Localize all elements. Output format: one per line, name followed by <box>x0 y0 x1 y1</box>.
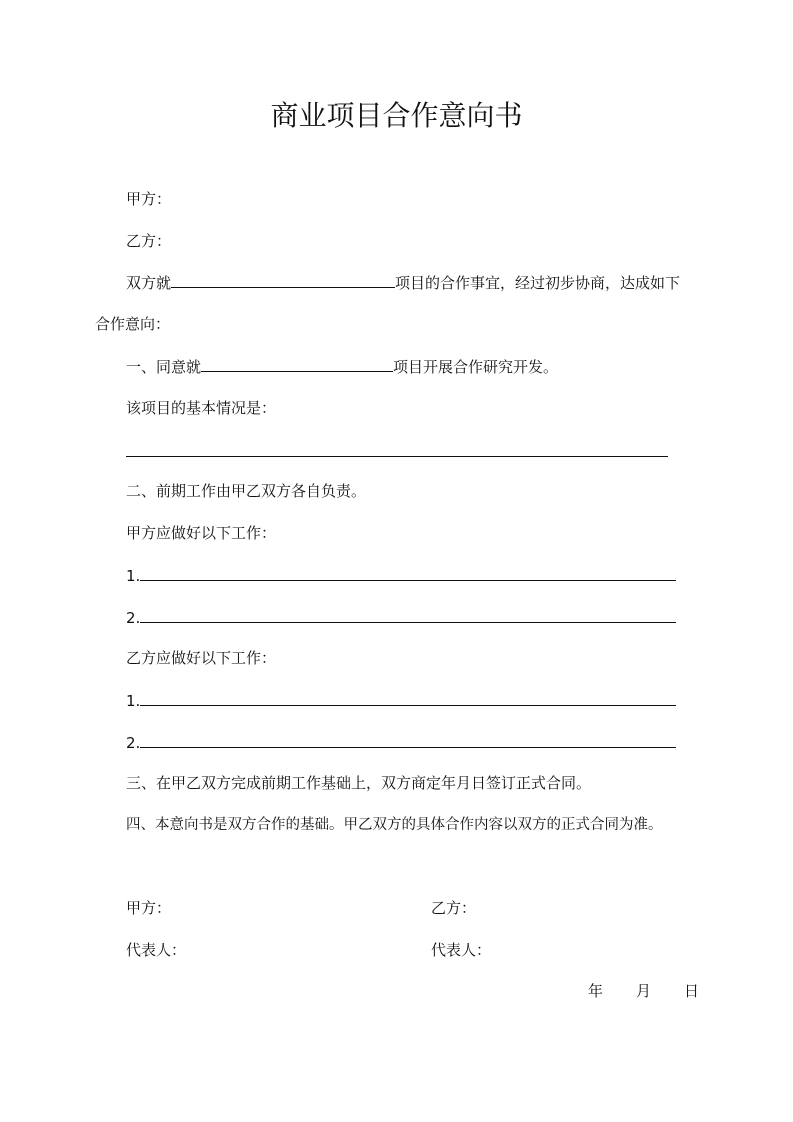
basic-info-blank[interactable] <box>126 456 668 457</box>
item-number: 1. <box>126 567 141 585</box>
party-b-label: 乙方： <box>126 232 172 250</box>
party-b-work-label: 乙方应做好以下工作： <box>126 649 277 667</box>
party-b-item-1 <box>126 690 676 711</box>
intro-suffix: 项目的合作事宜，经过初步协商，达成如下 <box>395 274 681 292</box>
party-a-item-2-blank[interactable] <box>140 607 676 623</box>
party-b-item-2 <box>126 732 676 753</box>
basic-info-label: 该项目的基本情况是： <box>126 399 277 417</box>
party-b-item-2-blank[interactable] <box>140 732 676 748</box>
item-number: 2. <box>126 734 141 752</box>
clause-4: 四、本意向书是双方合作的基础。甲乙双方的具体合作内容以双方的正式合同为准。 <box>126 817 663 833</box>
project-name-blank[interactable] <box>171 272 395 288</box>
party-a-work-label: 甲方应做好以下工作： <box>126 524 277 542</box>
party-a-item-1 <box>126 565 676 586</box>
date-month: 月 <box>636 982 652 1000</box>
intro-prefix: 双方就 <box>126 274 172 292</box>
clause-3: 三、在甲乙双方完成前期工作基础上，双方商定年月日签订正式合同。 <box>126 774 592 792</box>
date-day: 日 <box>684 982 700 1000</box>
party-a-item-1-blank[interactable] <box>140 565 676 581</box>
signature-party-a: 甲方： <box>126 899 172 917</box>
date-year: 年 <box>588 982 604 1000</box>
clause-1-project-blank[interactable] <box>201 356 393 372</box>
clause-1-prefix: 一、同意就 <box>126 358 202 376</box>
item-number: 2. <box>126 609 141 627</box>
clause-1-suffix: 项目开展合作研究开发。 <box>393 358 559 376</box>
party-b-item-1-blank[interactable] <box>140 690 676 706</box>
representative-a: 代表人： <box>126 941 187 959</box>
party-a-item-2 <box>126 607 676 628</box>
document-title: 商业项目合作意向书 <box>270 99 523 132</box>
representative-b: 代表人： <box>431 941 492 959</box>
party-a-label: 甲方： <box>126 190 172 208</box>
intro-continued: 合作意向： <box>95 315 171 333</box>
clause-1 <box>126 356 558 377</box>
signature-party-b: 乙方： <box>431 899 477 917</box>
clause-2: 二、前期工作由甲乙双方各自负责。 <box>126 482 367 500</box>
item-number: 1. <box>126 692 141 710</box>
intro-paragraph <box>126 272 680 293</box>
